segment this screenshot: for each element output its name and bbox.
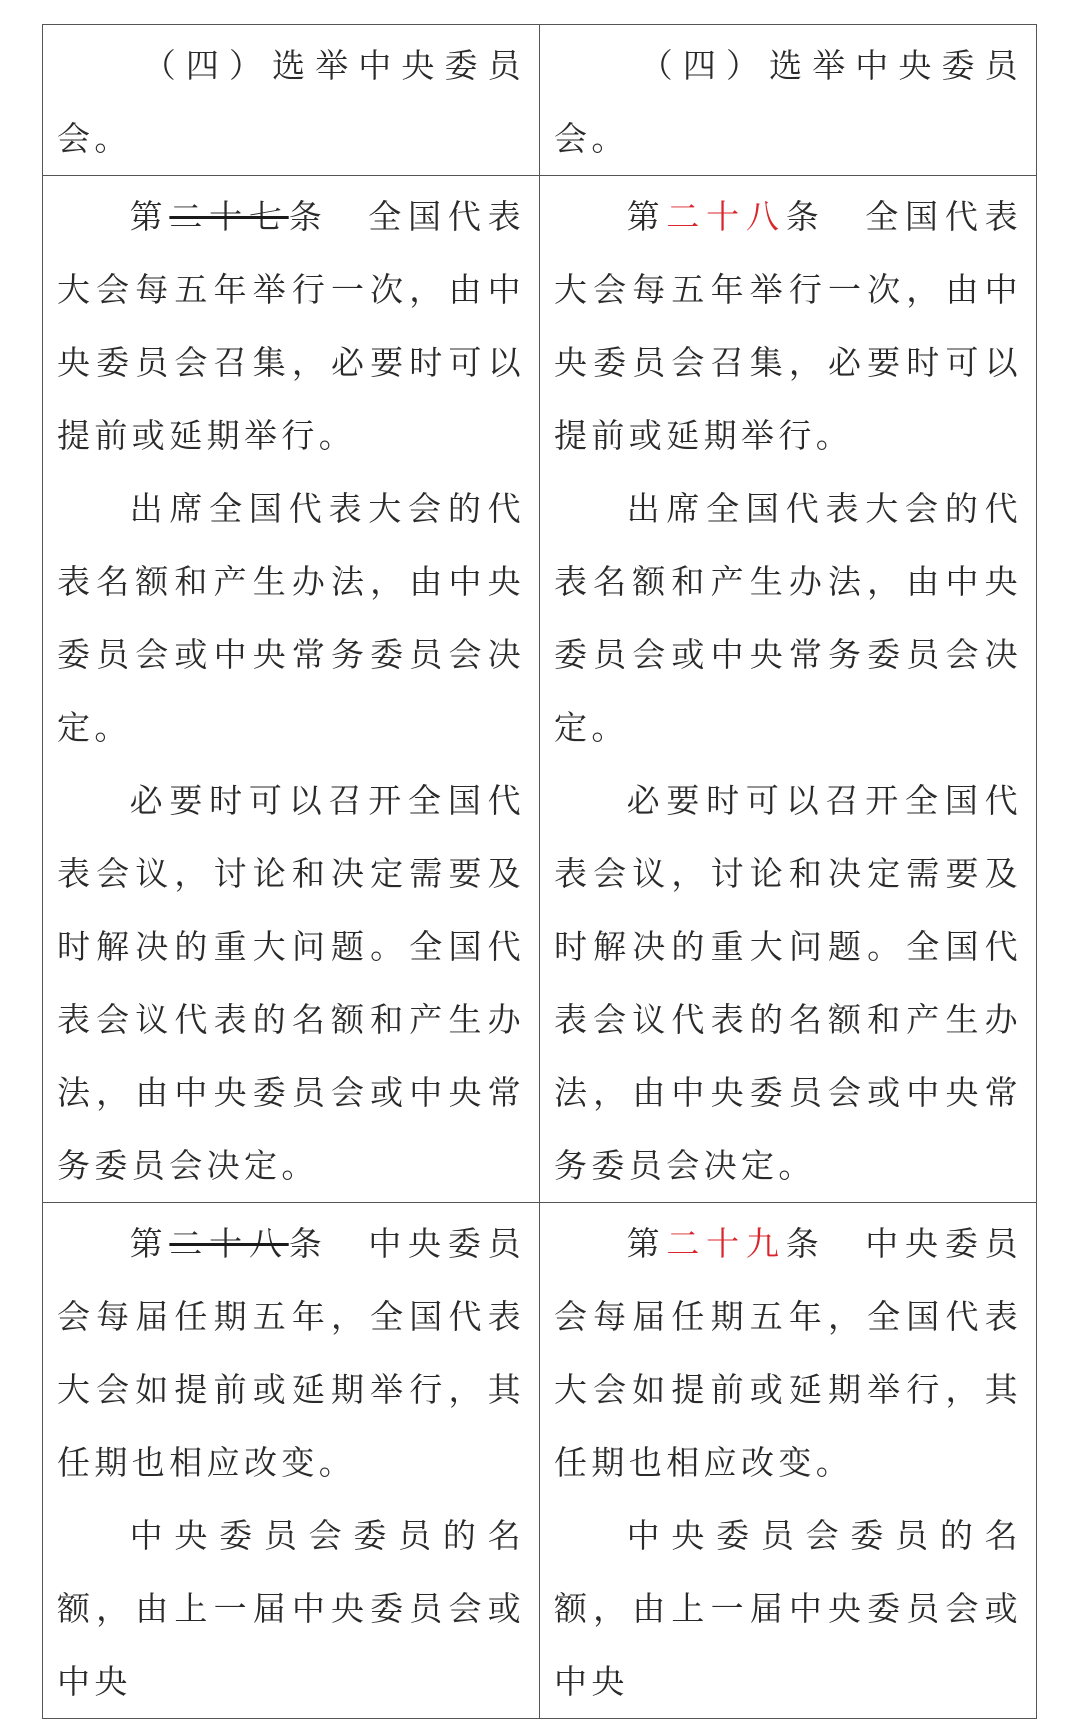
article-prefix: 第 [626,197,667,236]
article-prefix: 第 [626,1224,667,1263]
article-suffix: 条 [288,1224,329,1263]
article-paragraph-3: 必要时可以召开全国代表会议，讨论和决定需要及时解决的重大问题。全国代表会议代表的名额和产生办法，由中央委员会或中央常务委员会决定。 [57,781,525,1185]
article-paragraph-2: 中央委员会委员的名额，由上一届中央委员会或中央 [57,1516,525,1701]
struck-article-number: 二十七 [169,197,289,236]
article-prefix: 第 [129,1224,170,1263]
article-suffix: 条 [288,197,329,236]
paragraph-text: 全国代表大会每五年举行一次，由中央委员会召集，必要时可以提前或延期举行。 [57,197,526,455]
article-paragraph-1 [554,1207,1022,1499]
article-paragraph-1 [57,180,525,472]
table-row [43,176,1037,1203]
struck-article-number: 二十八 [169,1224,289,1263]
amendment-comparison-table [42,24,1037,1719]
clause-item-four-old: （四）选举中央委员会。 [57,46,525,158]
new-text-cell [540,25,1037,176]
clause-item-four-new: （四）选举中央委员会。 [554,46,1022,158]
article-suffix: 条 [785,197,826,236]
article-paragraph-1 [57,1207,525,1499]
table-row [43,1203,1037,1719]
article-paragraph-2: 出席全国代表大会的代表名额和产生办法，由中央委员会或中央常务委员会决定。 [554,489,1022,747]
paragraph-text: 中央委员会每届任期五年，全国代表大会如提前或延期举行，其任期也相应改变。 [554,1224,1023,1482]
new-article-number: 二十九 [666,1224,786,1263]
paragraph-text: 中央委员会每届任期五年，全国代表大会如提前或延期举行，其任期也相应改变。 [57,1224,526,1482]
old-text-cell [43,1203,540,1719]
article-paragraph-3: 必要时可以召开全国代表会议，讨论和决定需要及时解决的重大问题。全国代表会议代表的名额和产生办法，由中央委员会或中央常务委员会决定。 [554,781,1022,1185]
article-paragraph-2: 出席全国代表大会的代表名额和产生办法，由中央委员会或中央常务委员会决定。 [57,489,525,747]
article-paragraph-1 [554,180,1022,472]
old-text-cell [43,25,540,176]
new-article-number: 二十八 [666,197,786,236]
old-text-cell [43,176,540,1203]
new-text-cell [540,1203,1037,1719]
article-suffix: 条 [785,1224,826,1263]
table-row [43,25,1037,176]
new-text-cell [540,176,1037,1203]
paragraph-text: 全国代表大会每五年举行一次，由中央委员会召集，必要时可以提前或延期举行。 [554,197,1023,455]
article-prefix: 第 [129,197,170,236]
article-paragraph-2: 中央委员会委员的名额，由上一届中央委员会或中央 [554,1516,1022,1701]
